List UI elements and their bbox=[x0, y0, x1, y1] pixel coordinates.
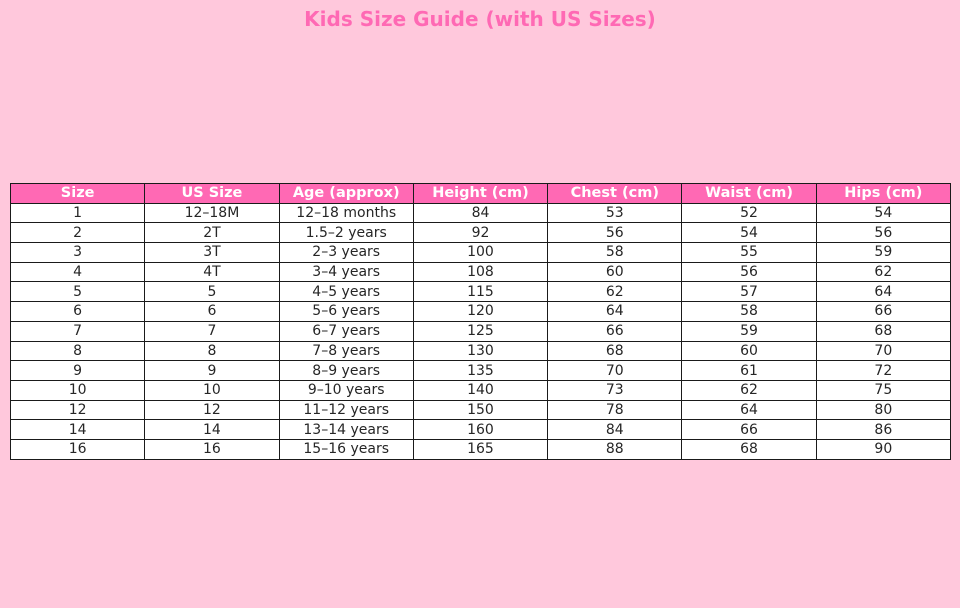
table-header-row bbox=[11, 184, 951, 204]
table-cell: 16 bbox=[145, 439, 279, 459]
table-cell: 62 bbox=[548, 282, 682, 302]
table-cell: 160 bbox=[413, 420, 547, 440]
table-cell: 10 bbox=[145, 380, 279, 400]
table-cell: 140 bbox=[413, 380, 547, 400]
table-cell: 68 bbox=[548, 341, 682, 361]
table-cell: 13–14 years bbox=[279, 420, 413, 440]
table-cell: 3T bbox=[145, 243, 279, 263]
table-cell: 88 bbox=[548, 439, 682, 459]
table-cell: 66 bbox=[816, 302, 950, 322]
table-cell: 3–4 years bbox=[279, 262, 413, 282]
table-cell: 70 bbox=[548, 361, 682, 381]
table-cell: 108 bbox=[413, 262, 547, 282]
table-cell: 56 bbox=[548, 223, 682, 243]
column-header: Waist (cm) bbox=[682, 184, 816, 204]
table-cell: 12–18 months bbox=[279, 203, 413, 223]
column-header: Height (cm) bbox=[413, 184, 547, 204]
table-cell: 58 bbox=[682, 302, 816, 322]
table-cell: 62 bbox=[816, 262, 950, 282]
table-cell: 125 bbox=[413, 321, 547, 341]
table-cell: 64 bbox=[682, 400, 816, 420]
table-cell: 5 bbox=[145, 282, 279, 302]
table-cell: 1 bbox=[11, 203, 145, 223]
table-cell: 59 bbox=[682, 321, 816, 341]
size-table bbox=[10, 183, 951, 460]
table-cell: 115 bbox=[413, 282, 547, 302]
table-row bbox=[11, 341, 951, 361]
table-row bbox=[11, 400, 951, 420]
table-row bbox=[11, 380, 951, 400]
table-row bbox=[11, 420, 951, 440]
table-cell: 61 bbox=[682, 361, 816, 381]
table-cell: 68 bbox=[816, 321, 950, 341]
table-cell: 165 bbox=[413, 439, 547, 459]
table-cell: 4–5 years bbox=[279, 282, 413, 302]
table-cell: 7 bbox=[11, 321, 145, 341]
table-cell: 9–10 years bbox=[279, 380, 413, 400]
table-cell: 84 bbox=[413, 203, 547, 223]
table-cell: 12–18M bbox=[145, 203, 279, 223]
table-cell: 4 bbox=[11, 262, 145, 282]
column-header: US Size bbox=[145, 184, 279, 204]
table-cell: 4T bbox=[145, 262, 279, 282]
table-cell: 66 bbox=[548, 321, 682, 341]
table-cell: 86 bbox=[816, 420, 950, 440]
table-cell: 75 bbox=[816, 380, 950, 400]
table-cell: 7–8 years bbox=[279, 341, 413, 361]
table-cell: 72 bbox=[816, 361, 950, 381]
table-cell: 60 bbox=[548, 262, 682, 282]
table-cell: 78 bbox=[548, 400, 682, 420]
table-cell: 60 bbox=[682, 341, 816, 361]
table-cell: 12 bbox=[11, 400, 145, 420]
table-cell: 64 bbox=[816, 282, 950, 302]
table-cell: 9 bbox=[145, 361, 279, 381]
table-row bbox=[11, 302, 951, 322]
table-cell: 11–12 years bbox=[279, 400, 413, 420]
table-cell: 80 bbox=[816, 400, 950, 420]
table-row bbox=[11, 361, 951, 381]
table-cell: 100 bbox=[413, 243, 547, 263]
table-cell: 10 bbox=[11, 380, 145, 400]
table-cell: 14 bbox=[145, 420, 279, 440]
table-cell: 54 bbox=[682, 223, 816, 243]
table-cell: 64 bbox=[548, 302, 682, 322]
table-row bbox=[11, 243, 951, 263]
table-cell: 54 bbox=[816, 203, 950, 223]
table-cell: 56 bbox=[682, 262, 816, 282]
table-row bbox=[11, 223, 951, 243]
table-cell: 2T bbox=[145, 223, 279, 243]
column-header: Hips (cm) bbox=[816, 184, 950, 204]
table-cell: 84 bbox=[548, 420, 682, 440]
table-cell: 58 bbox=[548, 243, 682, 263]
table-cell: 3 bbox=[11, 243, 145, 263]
table-cell: 6 bbox=[11, 302, 145, 322]
table-cell: 66 bbox=[682, 420, 816, 440]
table-cell: 62 bbox=[682, 380, 816, 400]
table-cell: 1.5–2 years bbox=[279, 223, 413, 243]
table-cell: 2–3 years bbox=[279, 243, 413, 263]
table-cell: 90 bbox=[816, 439, 950, 459]
table-cell: 130 bbox=[413, 341, 547, 361]
table-body bbox=[11, 203, 951, 459]
table-cell: 57 bbox=[682, 282, 816, 302]
table-cell: 52 bbox=[682, 203, 816, 223]
table-cell: 15–16 years bbox=[279, 439, 413, 459]
column-header: Age (approx) bbox=[279, 184, 413, 204]
table-cell: 16 bbox=[11, 439, 145, 459]
table-row bbox=[11, 321, 951, 341]
table-cell: 2 bbox=[11, 223, 145, 243]
table-cell: 5 bbox=[11, 282, 145, 302]
table-cell: 6–7 years bbox=[279, 321, 413, 341]
table-cell: 70 bbox=[816, 341, 950, 361]
table-cell: 56 bbox=[816, 223, 950, 243]
table-cell: 53 bbox=[548, 203, 682, 223]
table-cell: 12 bbox=[145, 400, 279, 420]
table-cell: 8–9 years bbox=[279, 361, 413, 381]
table-cell: 150 bbox=[413, 400, 547, 420]
table-cell: 9 bbox=[11, 361, 145, 381]
table-cell: 59 bbox=[816, 243, 950, 263]
table-cell: 55 bbox=[682, 243, 816, 263]
page-title: Kids Size Guide (with US Sizes) bbox=[304, 7, 656, 31]
table-cell: 14 bbox=[11, 420, 145, 440]
table-cell: 8 bbox=[11, 341, 145, 361]
table-cell: 92 bbox=[413, 223, 547, 243]
table-cell: 73 bbox=[548, 380, 682, 400]
table-cell: 8 bbox=[145, 341, 279, 361]
table-row bbox=[11, 262, 951, 282]
table-cell: 5–6 years bbox=[279, 302, 413, 322]
table-cell: 120 bbox=[413, 302, 547, 322]
table-row bbox=[11, 439, 951, 459]
column-header: Chest (cm) bbox=[548, 184, 682, 204]
table-row bbox=[11, 282, 951, 302]
column-header: Size bbox=[11, 184, 145, 204]
table-cell: 7 bbox=[145, 321, 279, 341]
table-cell: 6 bbox=[145, 302, 279, 322]
table-cell: 135 bbox=[413, 361, 547, 381]
table-row bbox=[11, 203, 951, 223]
table-cell: 68 bbox=[682, 439, 816, 459]
